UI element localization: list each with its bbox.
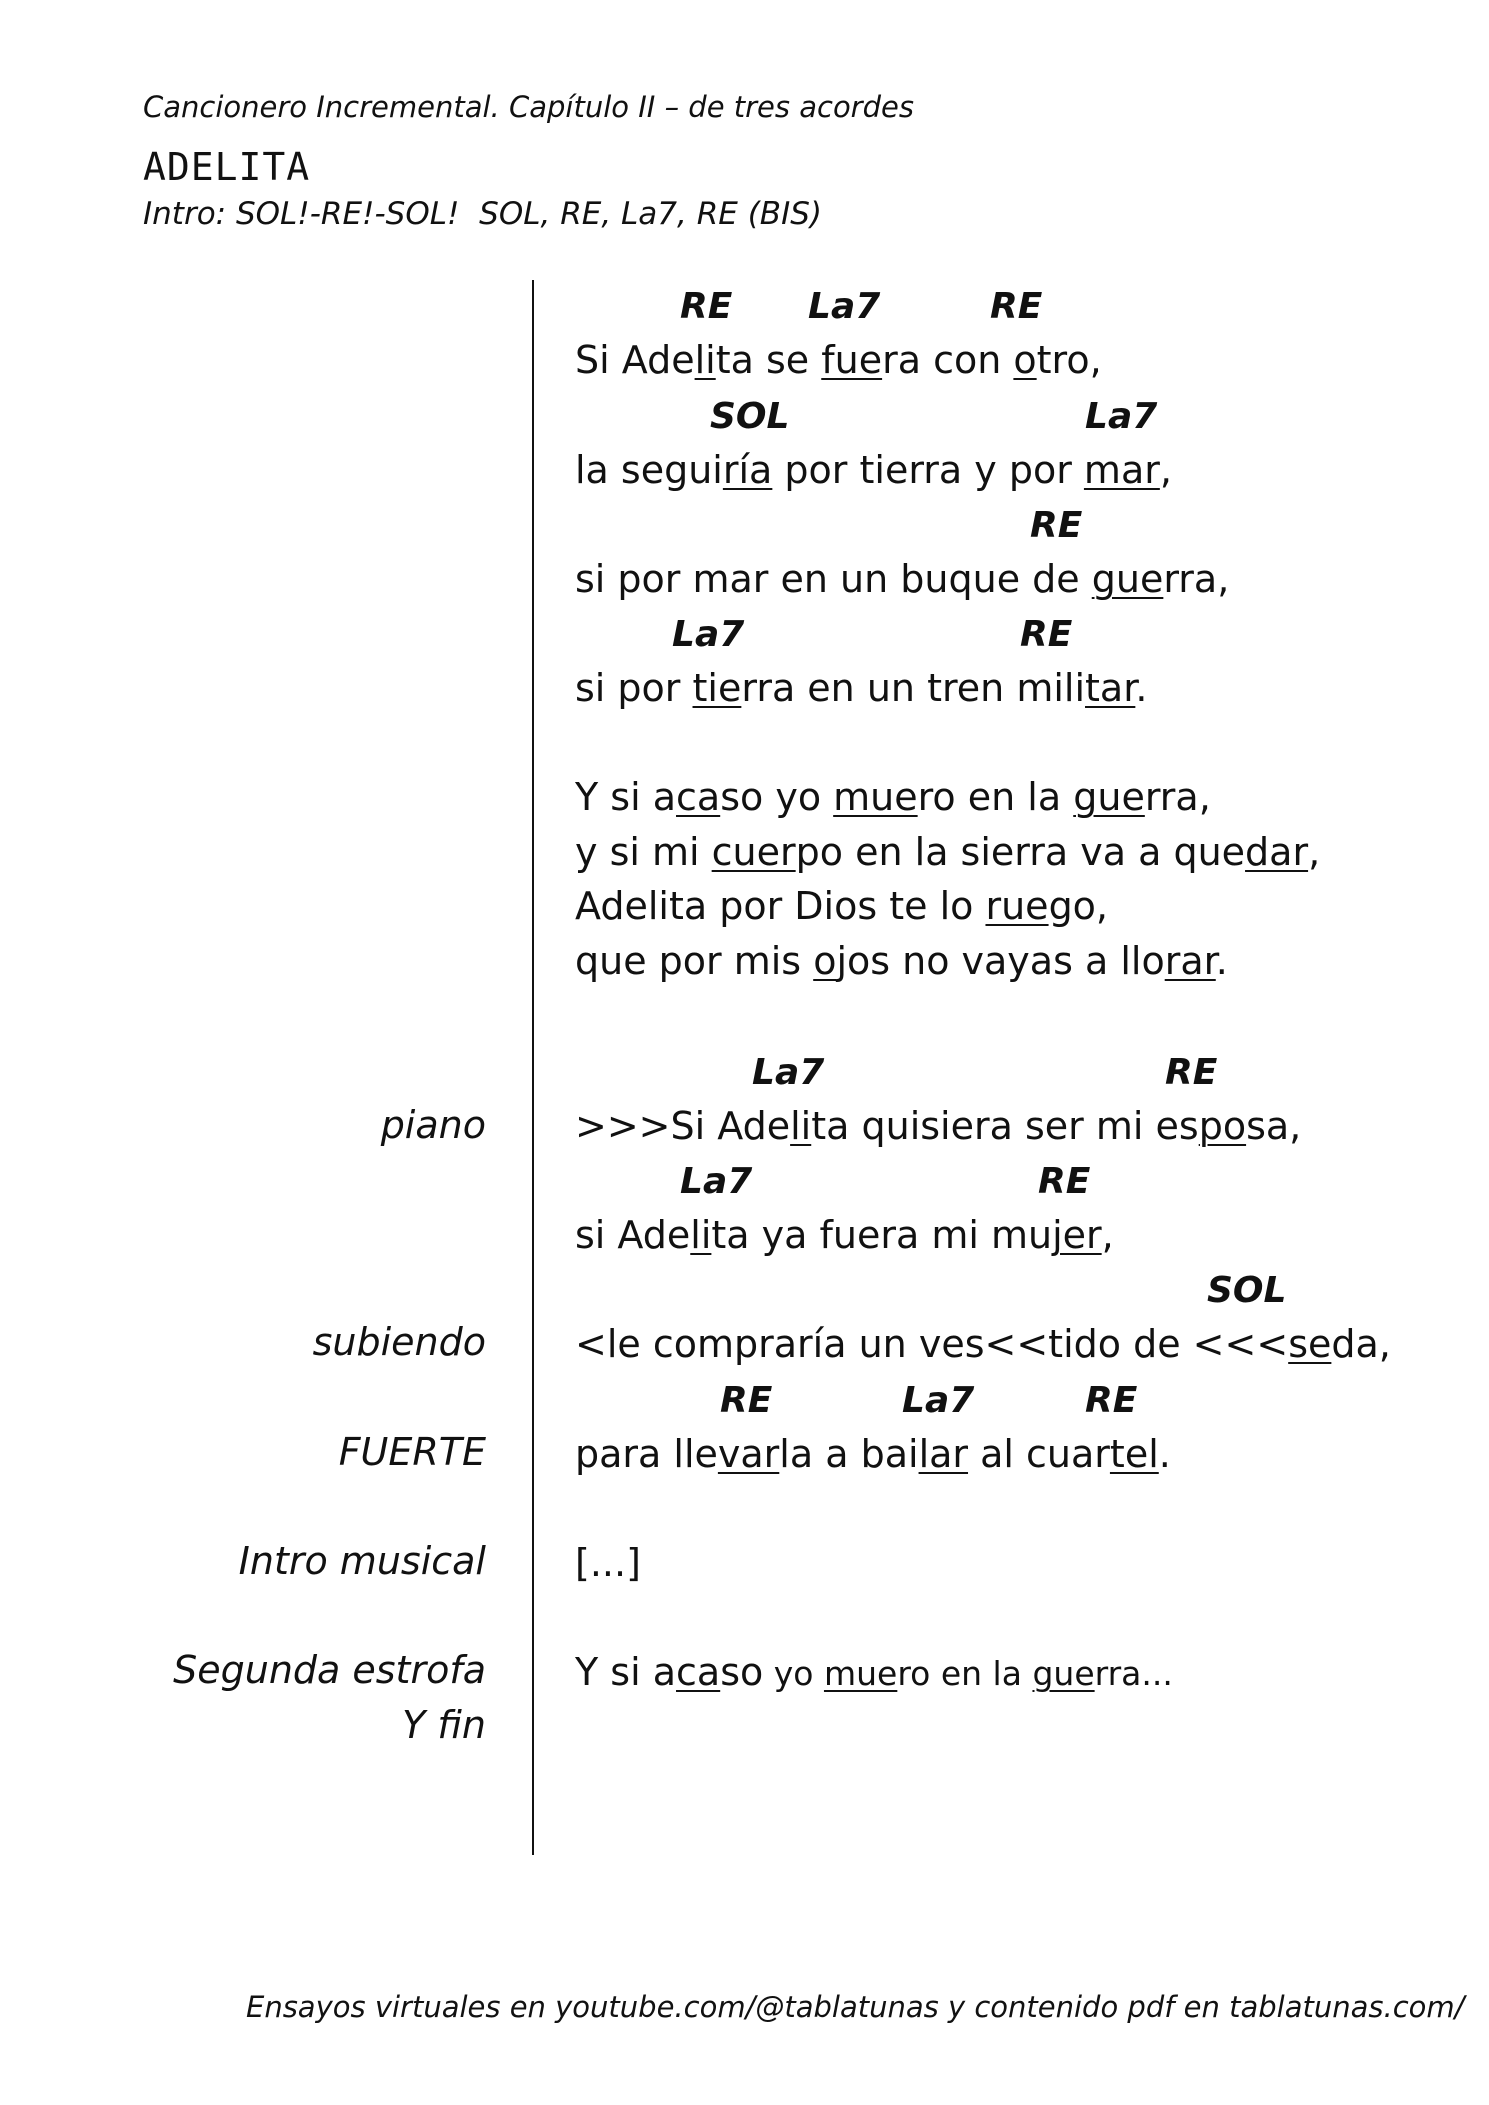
stressed-syllable: dar	[1245, 830, 1309, 874]
lyric-text: por tierra y por	[772, 448, 1084, 492]
performance-note: piano	[380, 1103, 486, 1147]
chord-label: RE	[680, 286, 733, 327]
lyric-text: ta se	[715, 338, 822, 382]
lyric-text: ta quisiera ser mi es	[811, 1104, 1199, 1148]
lyric-text: y si mi	[575, 830, 712, 874]
lyric-line	[575, 830, 1320, 874]
chord-label: La7	[672, 614, 745, 655]
lyric-text: .	[1135, 666, 1148, 710]
performance-note: Intro musical	[238, 1539, 486, 1583]
lyric-text: Si Ade	[575, 338, 695, 382]
lyric-line	[575, 338, 1102, 382]
stressed-syllable: lar	[918, 1432, 969, 1476]
song-title: ADELITA	[143, 145, 311, 189]
stressed-syllable: ca	[676, 775, 721, 819]
chord-label: La7	[752, 1052, 825, 1093]
lyric-text: si por	[575, 666, 693, 710]
lyric-text: si Ade	[575, 1213, 691, 1257]
lyric-line	[575, 557, 1229, 601]
chord-label: RE	[1085, 1380, 1138, 1421]
lyric-text: yo	[763, 1654, 824, 1693]
stressed-syllable: gue	[1091, 557, 1164, 601]
lyric-text: tro,	[1036, 338, 1102, 382]
stressed-syllable: se	[1288, 1322, 1332, 1366]
lyric-text: jos no vayas a llo	[836, 939, 1165, 983]
lyric-text: Adelita por Dios te lo	[575, 884, 986, 928]
performance-note: Y fin	[402, 1703, 486, 1747]
column-divider	[532, 280, 534, 1855]
stressed-syllable: po	[1198, 1104, 1247, 1148]
chord-label: RE	[1020, 614, 1073, 655]
lyric-line	[575, 939, 1228, 983]
lyric-text: <le compraría un ves<<tido de <<<	[575, 1322, 1289, 1366]
lyric-text: rra,	[1144, 775, 1211, 819]
lyric-text: rra,	[1163, 557, 1230, 601]
performance-note: FUERTE	[338, 1430, 486, 1474]
chord-label: La7	[1085, 396, 1158, 437]
lyric-text: >>>Si Ade	[575, 1104, 791, 1148]
footer-text: Ensayos virtuales en youtube.com/@tablatunas y contenido pdf en tablatunas.com/	[246, 1990, 1465, 2024]
lyric-text: da,	[1331, 1322, 1391, 1366]
lyric-text: la segui	[575, 448, 723, 492]
lyric-text: so yo	[720, 775, 834, 819]
performance-note: Segunda estrofa	[173, 1648, 486, 1692]
stressed-syllable: fue	[821, 338, 883, 382]
lyric-text: al cuar	[968, 1432, 1110, 1476]
lyric-text: para lle	[575, 1432, 718, 1476]
lyric-text: go,	[1048, 884, 1109, 928]
lyric-text: rra...	[1094, 1654, 1173, 1693]
stressed-syllable: li	[790, 1104, 812, 1148]
lyric-text: [...]	[575, 1541, 641, 1585]
stressed-syllable: mue	[823, 1654, 898, 1693]
stressed-syllable: rar	[1164, 939, 1216, 983]
chord-label: RE	[990, 286, 1043, 327]
stressed-syllable: gue	[1032, 1654, 1095, 1693]
document-subtitle: Cancionero Incremental. Capítulo II – de tres acordes	[143, 90, 914, 124]
stressed-syllable: li	[690, 1213, 712, 1257]
lyric-text: .	[1215, 939, 1228, 983]
stressed-syllable: mue	[833, 775, 918, 819]
stressed-syllable: var	[717, 1432, 780, 1476]
stressed-syllable: tel	[1109, 1432, 1159, 1476]
lyric-text: si por mar en un buque de	[575, 557, 1092, 601]
lyric-text: que por mis	[575, 939, 814, 983]
stressed-syllable: mar	[1083, 448, 1160, 492]
lyric-line	[575, 775, 1211, 819]
lyric-text: sa,	[1246, 1104, 1302, 1148]
lyric-text: ,	[1101, 1213, 1114, 1257]
stressed-syllable: ca	[676, 1650, 721, 1694]
lyric-text: ,	[1159, 448, 1172, 492]
stressed-syllable: ría	[722, 448, 773, 492]
stressed-syllable: o	[1013, 338, 1037, 382]
stressed-syllable: rue	[985, 884, 1049, 928]
lyric-text: ra con	[882, 338, 1014, 382]
lyric-line	[575, 666, 1147, 710]
lyric-text: rra en un tren mili	[741, 666, 1086, 710]
lyric-text: so	[720, 1650, 764, 1694]
chord-label: SOL	[1207, 1270, 1287, 1311]
lyric-text: ,	[1308, 830, 1321, 874]
chord-label: La7	[680, 1161, 753, 1202]
lyric-line	[575, 884, 1108, 928]
chord-label: RE	[720, 1380, 773, 1421]
stressed-syllable: cuer	[711, 830, 796, 874]
chord-label: RE	[1165, 1052, 1218, 1093]
lyric-line	[575, 1213, 1114, 1257]
stressed-syllable: li	[694, 338, 716, 382]
intro-line: Intro: SOL!-RE!-SOL! SOL, RE, La7, RE (BIS)	[143, 196, 822, 232]
lyric-text: ta ya fuera mi mu	[711, 1213, 1053, 1257]
lyric-text: Y si a	[575, 1650, 677, 1694]
stressed-syllable: tar	[1085, 666, 1136, 710]
chord-label: RE	[1030, 505, 1083, 546]
lyric-line	[575, 1432, 1171, 1476]
stressed-syllable: tie	[692, 666, 742, 710]
lyric-line	[575, 1322, 1391, 1366]
stressed-syllable: jer	[1052, 1213, 1102, 1257]
chord-label: RE	[1038, 1161, 1091, 1202]
lyric-text: ro en la	[917, 775, 1074, 819]
chord-label: SOL	[710, 396, 790, 437]
chord-label: La7	[808, 286, 881, 327]
lyric-text: ro en la	[897, 1654, 1033, 1693]
stressed-syllable: gue	[1073, 775, 1145, 819]
lyric-text: .	[1158, 1432, 1171, 1476]
lyric-line	[575, 1650, 1173, 1694]
performance-note: subiendo	[312, 1320, 486, 1364]
lyric-line	[575, 448, 1172, 492]
lyric-line	[575, 1541, 641, 1585]
lyric-text: la a bai	[779, 1432, 919, 1476]
stressed-syllable: o	[813, 939, 837, 983]
lyric-text: po en la sierra va a que	[795, 830, 1246, 874]
lyric-text: Y si a	[575, 775, 677, 819]
chord-label: La7	[902, 1380, 975, 1421]
lyric-line	[575, 1104, 1301, 1148]
